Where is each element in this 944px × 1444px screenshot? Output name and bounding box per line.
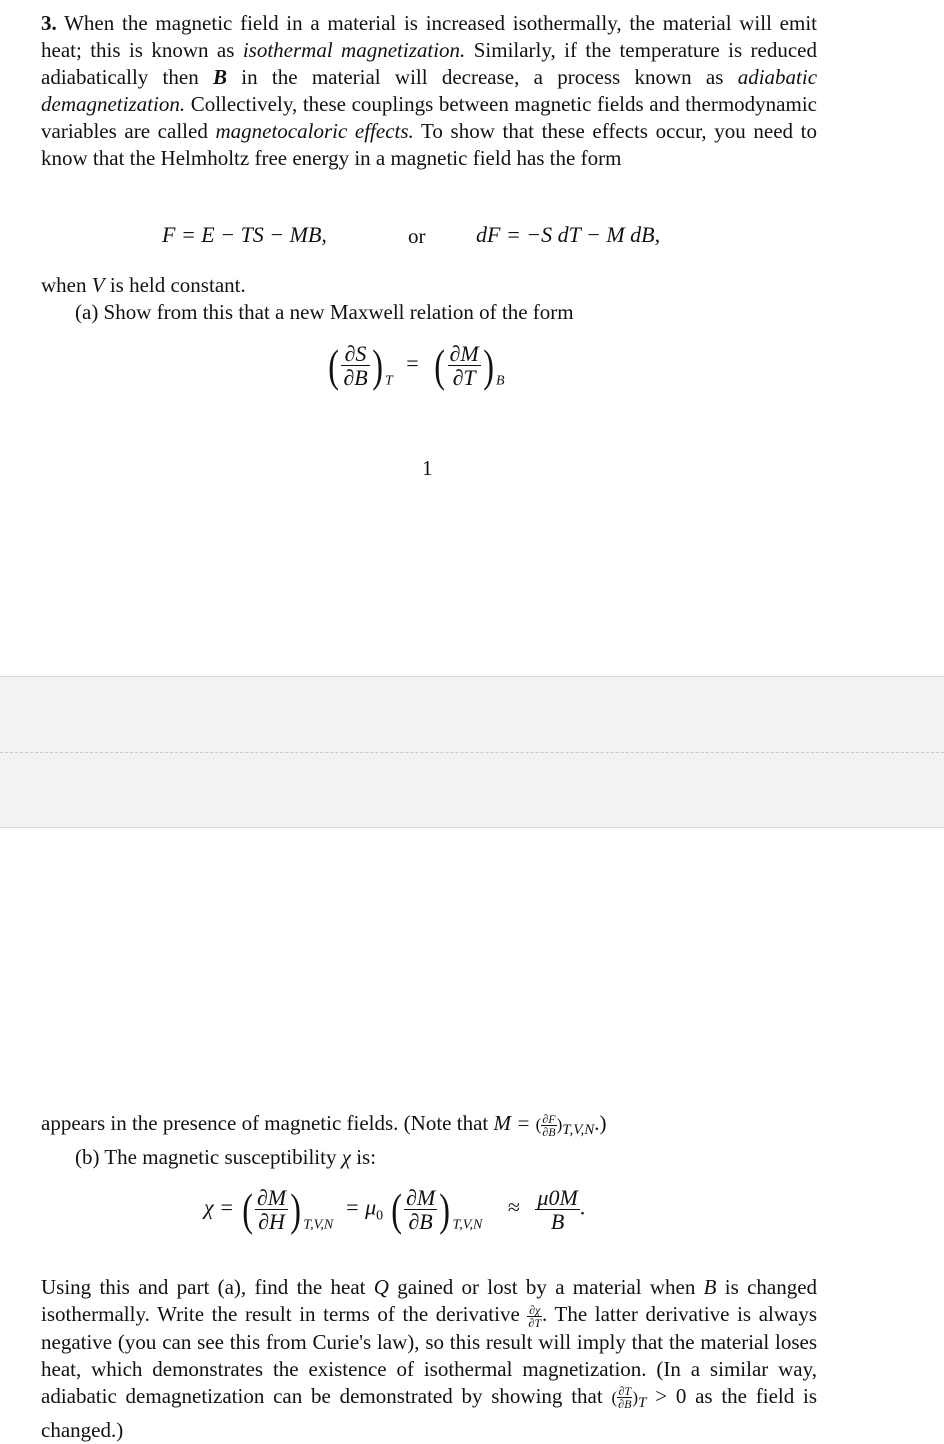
d1-sub: T,V,N [303,1217,334,1233]
note-sub: T,V,N [562,1122,595,1138]
symbol-b: B [213,65,228,89]
dchi-num: ∂χ [529,1302,541,1317]
f-num: μ0M [537,1185,578,1210]
mid-mu: = μ [344,1194,377,1220]
differential-equation [476,222,660,248]
d1-num: ∂M [256,1185,287,1210]
eq-or-text: or [408,224,426,248]
eq-end: . [579,1194,586,1220]
f-den: B [550,1209,565,1235]
para-text-2: gained or lost by a material when [397,1275,696,1299]
intro-text-4: Collectively, these couplings between magnetic fields and thermodynamic variables are called [41,92,817,143]
d2-num: ∂M [405,1185,436,1210]
maxwell-equals: = [406,350,419,376]
dt-sub: T [638,1394,647,1411]
page-break-dash [0,752,944,753]
note-eq: M = [493,1111,531,1135]
part-b-text: (b) The magnetic susceptibility [75,1145,337,1169]
eq-free-energy: F = E − TS − MB, [162,222,327,247]
maxwell-lhs-num: ∂S [341,342,369,366]
mid-mu-sub: 0 [376,1208,384,1224]
intro-text-5: To show that these effects occur, you need to know that the Helmholtz free energy in a magnetic field has the form [41,119,817,170]
para-text-3: is changed isothermally. Write the result in terms of the derivative [41,1275,818,1326]
intro-text-1: When the magnetic field in a material is increased isothermally, the material will emit heat; this is known as [41,11,817,62]
d2-sub: T,V,N [452,1217,483,1233]
d2-den: ∂B [408,1209,433,1235]
part-a-continuation: appears in the presence of magnetic fields. (Note that M = ( $\frac{\partial F}{\partial B}$ )T,V,N.) (b) The magnetic susceptibility χ is: [41,1111,607,1169]
part-b-paragraph: Using this and part (a), find the heat Q gained or lost by a material when B is changed isothermally. Write the result in terms of the derivative $\frac{\partial\chi}{\partial T}$ . The latter derivative is always negative (you can see this from Curie's law), so this result will imply that the material loses heat, which demonstrates the existence of isothermal magnetization. (In a similar way, adiabatic demagnetization can be demonstrated by showing that ( $\frac{\partial T}{\partial B}$ )T > 0 as the field is changed.) [41,1275,818,1442]
symbol-b-2: B [703,1275,717,1299]
intro-text-3: in the material will decrease, a process known as [241,65,724,89]
para-text-4: . The latter derivative is always negative (you can see this from Curie's law), so this result will imply that the material loses heat, which demonstrates the existence of isothermal magnetization. (In a similar way, adiabatic demagnetization can be demonstrated by showing that [41,1302,818,1408]
dchi-den: ∂T [528,1315,542,1330]
part-b-text-end: is: [356,1145,377,1169]
term-isothermal: isothermal magnetization. [242,38,466,62]
maxwell-lhs-den: ∂B [343,365,368,391]
susceptibility-equation: χ = ( $\frac{\partial M}{\partial H}$ ) $_{T,V,N} = \mu_0$ ( $\frac{\partial M}{\partial B}$ ) $_{T,V,N}$ ≈ $\frac{\mu 0M}{B}$ . [204,1183,586,1235]
d1-den: ∂H [258,1209,285,1235]
maxwell-lhs-sub: T [384,373,393,389]
chi-eq: χ = [204,1194,235,1220]
intro-text-2: Similarly, if the temperature is reduced adiabatically then [41,38,817,89]
note-num: ∂F [542,1111,556,1126]
symbol-v: V [91,273,105,297]
eq-differential: dF = −S dT − M dB, [476,222,661,247]
when-text-end: is held constant. [109,273,246,297]
para-text-1: Using this and part (a), find the heat [41,1275,366,1299]
dt-den: ∂B [618,1397,632,1412]
maxwell-rhs-sub: B [496,373,505,389]
maxwell-relation: ( $\frac{\partial S}{\partial B}$ ) $_T$ = ( $\frac{\partial M}{\partial T}$ ) $_B$ [328,339,505,391]
problem-intro [41,10,817,172]
part-a-text: (a) Show from this that a new Maxwell relation of the form [75,300,574,324]
approx: ≈ [507,1194,520,1220]
maxwell-rhs-num: ∂M [449,341,479,366]
term-magnetocaloric: magnetocaloric effects. [215,119,414,143]
para-text-5: > 0 as the field is changed.) [41,1383,818,1442]
term-adiabatic: adiabatic demagnetization. [41,65,818,116]
eq-or [408,224,426,249]
page-number: 1 [422,456,433,480]
problem-number: 3. [41,11,57,35]
note-text: appears in the presence of magnetic fields. (Note that [41,1111,489,1135]
when-text: when [41,273,87,297]
symbol-chi: χ [341,1145,351,1169]
maxwell-rhs-den: ∂T [452,365,476,391]
dt-num: ∂T [618,1384,632,1399]
note-den: ∂B [542,1124,556,1139]
when-line [41,272,817,326]
free-energy-equation [162,222,327,248]
symbol-q: Q [373,1275,389,1299]
note-end: .) [594,1111,607,1135]
